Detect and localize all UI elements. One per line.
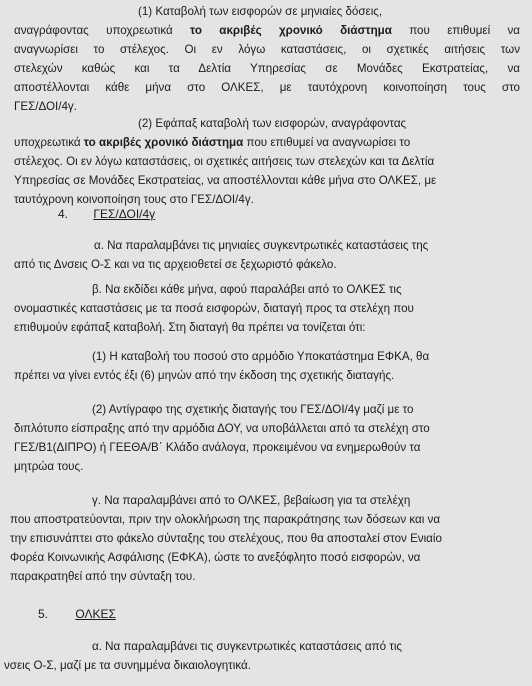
text-line: β. Να εκδίδει κάθε μήνα, αφού παραλάβει από το ΟΛΚΕΣ τις xyxy=(92,283,402,296)
text-line: αποστέλλονται κάθε μήνα στο ΟΛΚΕΣ, με ταυτόχρονη κοινοποίηση τους στο xyxy=(14,81,520,94)
text-line: παρακρατηθεί από την σύνταξη του. xyxy=(10,570,196,583)
text-line xyxy=(14,21,520,40)
text-line: ΓΕΣ/Β1(ΔΙΠΡΟ) ή ΓΕΕΘΑ/Β΄ Κλάδο ανάλογα, προκειμένου να ενημερωθούν τα xyxy=(14,441,421,454)
text-line: ονομαστικές καταστάσεις με τα ποσά εισφορών, διαταγή προς τα στελέχη που xyxy=(14,302,414,315)
text-line: που αποστρατεύονται, πριν την ολοκλήρωση της παρακράτησης των δόσεων και να xyxy=(10,513,441,526)
text-line: α. Να παραλαμβάνει τις συγκεντρωτικές καταστάσεις από τις xyxy=(92,640,402,653)
paragraph-4a xyxy=(14,236,520,274)
text-line: (1) Καταβολή των εισφορών σε μηνιαίες δόσεις, xyxy=(138,5,383,18)
text-line: (2) Αντίγραφο της σχετικής διαταγής του ΓΕΣ/ΔΟΙ/4γ μαζί με το xyxy=(92,403,414,416)
text-line: πρέπει να γίνει εντός έξι (6) μηνών από την έκδοση της σχετικής διαταγής. xyxy=(14,369,395,382)
text-line: (2) Εφάπαξ καταβολή των εισφορών, αναγράφοντας xyxy=(138,117,407,130)
text-line: Φορέα Κοινωνικής Ασφάλισης (ΕΦΚΑ), ώστε το ανεξόφλητο ποσό εισφορών, να xyxy=(10,551,421,564)
text-line: επιθυμούν εφάπαξ καταβολή. Στη διαταγή θα πρέπει να τονίζεται ότι: xyxy=(14,321,366,334)
text-line: γ. Να παραλαμβάνει από το ΟΛΚΕΣ, βεβαίωση για τα στελέχη xyxy=(92,494,411,507)
paragraph-4b2 xyxy=(14,400,520,476)
paragraph-4b xyxy=(14,280,520,337)
text-line: υποχρεωτικά το ακριβές χρονικό διάστημα που επιθυμεί να αναγνωρίσει το xyxy=(14,136,411,149)
section-title: ΟΛΚΕΣ xyxy=(75,607,116,621)
text-line: νσεις Ο-Σ, μαζί με τα συνημμένα δικαιολογητικά. xyxy=(4,659,251,672)
text-line: Υπηρεσίας σε Μονάδες Εκστρατείας, να αποστέλλονται κάθε μήνα στο ΟΛΚΕΣ, με xyxy=(14,174,437,187)
section-heading-4 xyxy=(58,205,155,224)
section-number: 4. xyxy=(58,207,69,221)
section-heading-5 xyxy=(38,605,116,624)
paragraph-installments xyxy=(14,2,520,116)
text-line: στέλεχος. Οι εν λόγω καταστάσεις, οι σχετικές αιτήσεις των στελεχών και τα Δελτία xyxy=(14,155,435,168)
text-line: ΓΕΣ/ΔΟΙ/4γ. xyxy=(14,100,77,113)
text-line: την επισυνάπτει στο φάκελο σύνταξης του στελέχους, που θα αποσταλεί στον Ενιαίο xyxy=(10,532,442,545)
text-line: από τις Δνσεις Ο-Σ και να τις αρχειοθετεί σε ξεχωριστό φάκελο. xyxy=(14,258,337,271)
text-line: ταυτόχρονη κοινοποίηση τους στο ΓΕΣ/ΔΟΙ/4γ. xyxy=(14,193,254,206)
section-title: ΓΕΣ/ΔΟΙ/4γ xyxy=(93,207,156,221)
text-line: στελεχών καθώς και τα Δελτία Υπηρεσίας σε Μονάδες Εκστρατείας, να xyxy=(14,62,520,75)
text-line: α. Να παραλαμβάνει τις μηνιαίες συγκεντρωτικές καταστάσεις της xyxy=(94,239,429,252)
paragraph-5a xyxy=(4,637,524,675)
paragraph-lump-sum xyxy=(14,114,520,209)
text-line: (1) Η καταβολή του ποσού στο αρμόδιο Υποκατάστημα ΕΦΚΑ, θα xyxy=(92,350,430,363)
text-line: διπλότυπο είσπραξης από την αρμόδια ΔΟΥ, να υποβάλλεται από τα στελέχη στο xyxy=(14,422,430,435)
text-line: αναγνωρίσει το στέλεχος. Οι εν λόγω καταστάσεις, οι σχετικές αιτήσεις των xyxy=(14,43,520,56)
section-number: 5. xyxy=(38,607,49,621)
paragraph-4b1 xyxy=(14,347,520,385)
text-line-content: αναγράφοντας υποχρεωτικά το ακριβές χρονικό διάστημα που επιθυμεί να xyxy=(14,24,520,37)
text-line: μητρώα τους. xyxy=(14,460,84,473)
paragraph-4c xyxy=(10,491,522,586)
